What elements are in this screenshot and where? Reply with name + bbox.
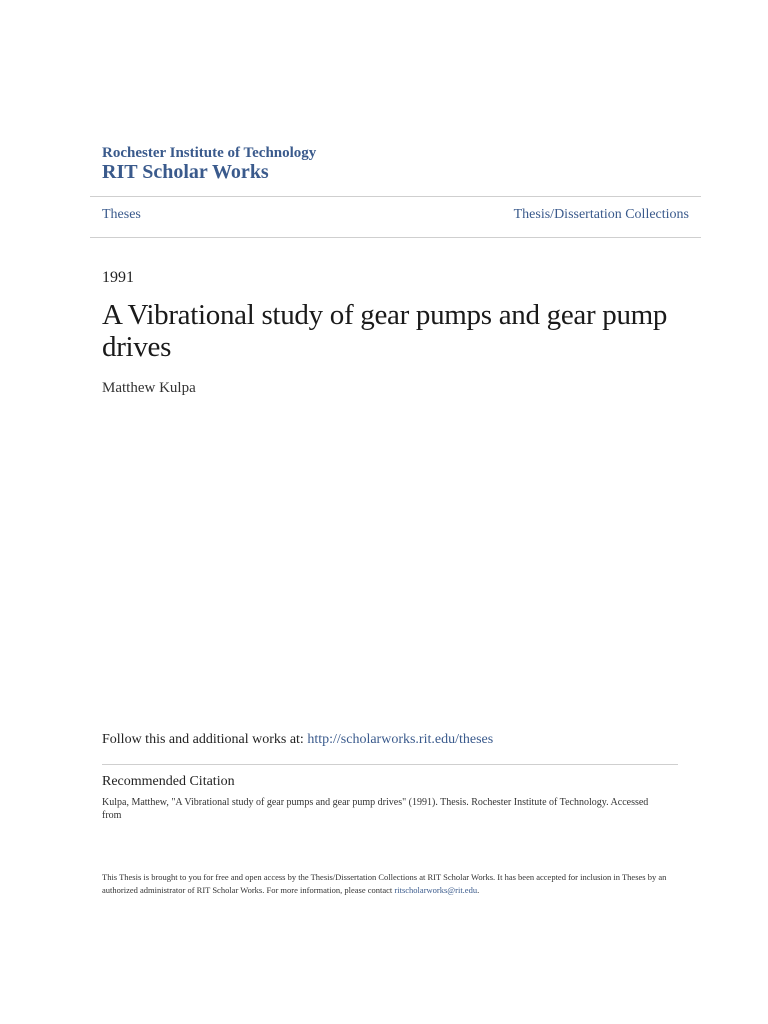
repository-name: RIT Scholar Works xyxy=(102,161,269,183)
collections-link[interactable]: Thesis/Dissertation Collections xyxy=(513,207,689,222)
follow-url-link[interactable]: http://scholarworks.rit.edu/theses xyxy=(307,732,494,747)
access-notice xyxy=(102,871,677,897)
document-title: A Vibrational study of gear pumps and gear pump drives xyxy=(102,299,668,363)
access-notice-end: . xyxy=(477,885,480,895)
publication-year: 1991 xyxy=(102,269,134,286)
access-notice-text: This Thesis is brought to you for free and open access by the Thesis/Dissertation Collections at RIT Scholar Works. It has been accepted for inclusion in Theses by an authorized administrator of RIT Scholar Works. For more information, please contact xyxy=(102,872,667,895)
citation-heading: Recommended Citation xyxy=(102,774,235,789)
follow-line xyxy=(102,732,493,748)
follow-label: Follow this and additional works at: xyxy=(102,732,304,747)
header-divider-bottom xyxy=(90,237,701,238)
document-author: Matthew Kulpa xyxy=(102,380,196,396)
header-divider-top xyxy=(90,196,701,197)
institution-name: Rochester Institute of Technology xyxy=(102,145,317,161)
citation-divider xyxy=(102,764,678,765)
contact-email-link[interactable]: ritscholarworks@rit.edu xyxy=(394,885,478,895)
citation-text: Kulpa, Matthew, "A Vibrational study of gear pumps and gear pump drives" (1991). Thesis. Rochester Institute of Technology. Accessed from xyxy=(102,797,649,821)
theses-link[interactable]: Theses xyxy=(102,207,141,222)
